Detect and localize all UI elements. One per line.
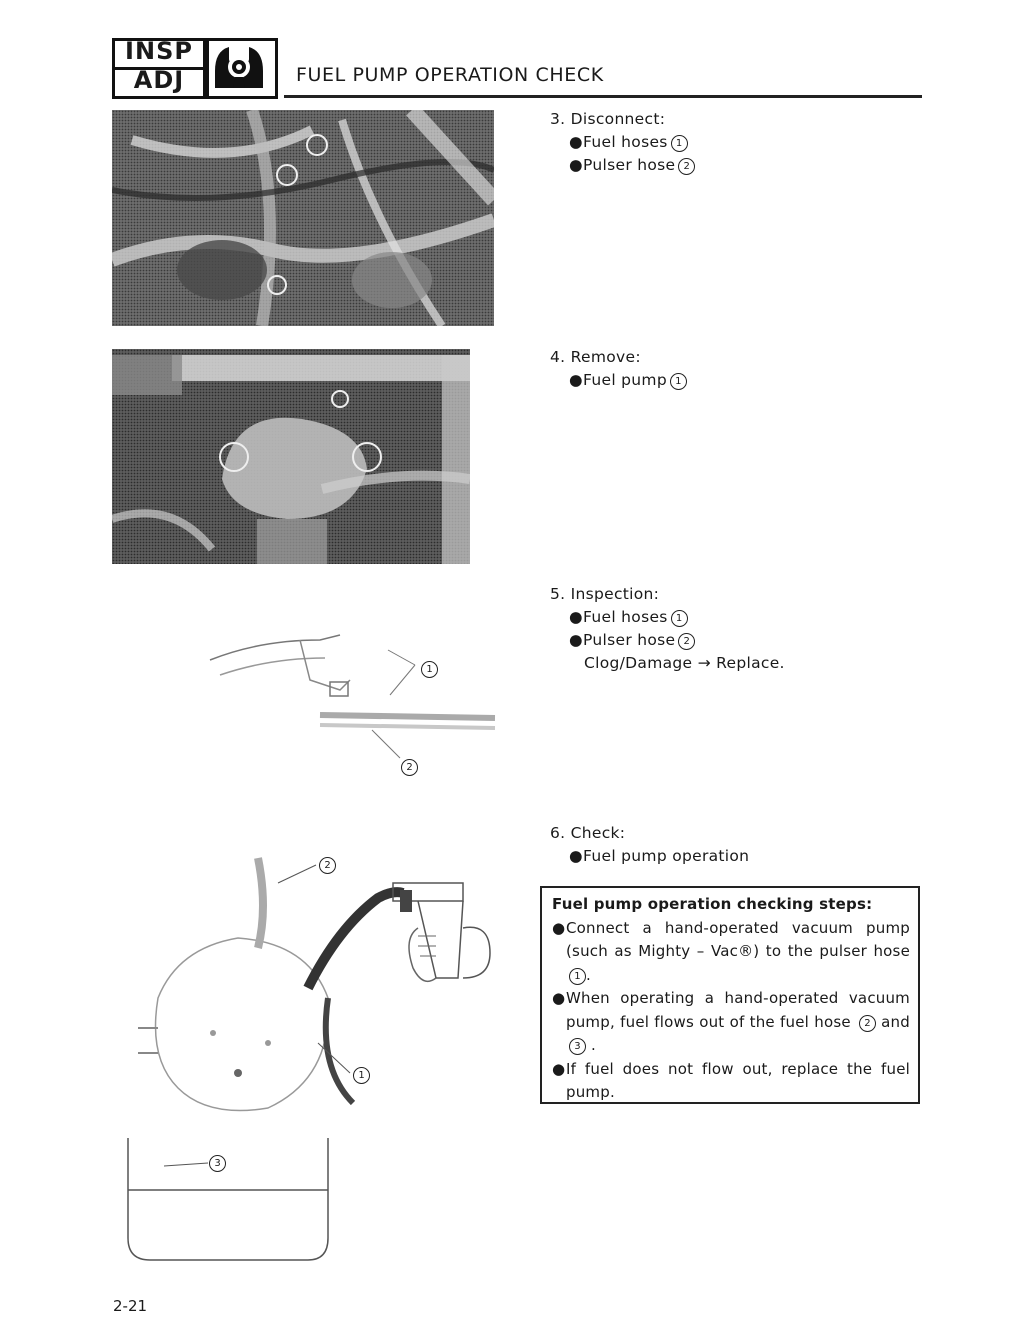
list-item: ●Fuel hoses 1	[550, 131, 695, 154]
photo-fuel-pump-remove	[112, 349, 470, 564]
procedure-item: ● When operating a hand-operated vacuum pump, fuel flows out of the fuel hose 2 and 3 .	[552, 989, 910, 1054]
badge-adj	[112, 67, 206, 99]
photo-fuel-hoses-disconnect	[112, 110, 494, 326]
step-disconnect	[550, 108, 695, 177]
list-item: ●Fuel hoses 1	[550, 606, 785, 629]
page-number: 2-21	[113, 1297, 148, 1315]
step-heading: 6. Check:	[550, 824, 626, 842]
step-inspection	[550, 583, 785, 675]
fig5-callout-1: 1	[418, 658, 438, 678]
procedure-item: ● Connect a hand-operated vacuum pump (such as Mighty – Vac®) to the pulser hose 1 .	[552, 918, 910, 984]
wrench-icon	[206, 38, 278, 99]
step-remove	[550, 346, 687, 392]
badge-insp-label: INSP	[125, 37, 193, 65]
step-heading: 4. Remove:	[550, 348, 641, 366]
list-item: ●Fuel pump 1	[550, 369, 687, 392]
procedure-box	[540, 886, 920, 1104]
fig6-callout-1: 1	[350, 1064, 370, 1084]
list-item: ●Fuel pump operation	[569, 847, 750, 865]
procedure-item: ● If fuel does not flow out, replace the fuel pump.	[552, 1059, 910, 1101]
header-rule	[284, 95, 922, 98]
procedure-title: Fuel pump operation checking steps:	[552, 895, 873, 913]
badge-adj-label: ADJ	[133, 66, 185, 94]
drawing-hoses-inspection	[200, 620, 500, 780]
inspection-note: Clog/Damage → Replace.	[584, 654, 785, 672]
list-item: ●Pulser hose 2	[550, 629, 785, 652]
drawing-vacuum-pump-check	[118, 828, 508, 1276]
fig6-callout-2: 2	[316, 854, 336, 874]
step-heading: 3. Disconnect:	[550, 110, 666, 128]
page-title: FUEL PUMP OPERATION CHECK	[296, 64, 604, 86]
step-check	[550, 822, 749, 868]
section-badge	[112, 38, 278, 98]
fig6-callout-3: 3	[206, 1152, 226, 1172]
step-heading: 5. Inspection:	[550, 585, 660, 603]
fig5-callout-2: 2	[398, 756, 418, 776]
list-item: ●Pulser hose 2	[550, 154, 695, 177]
